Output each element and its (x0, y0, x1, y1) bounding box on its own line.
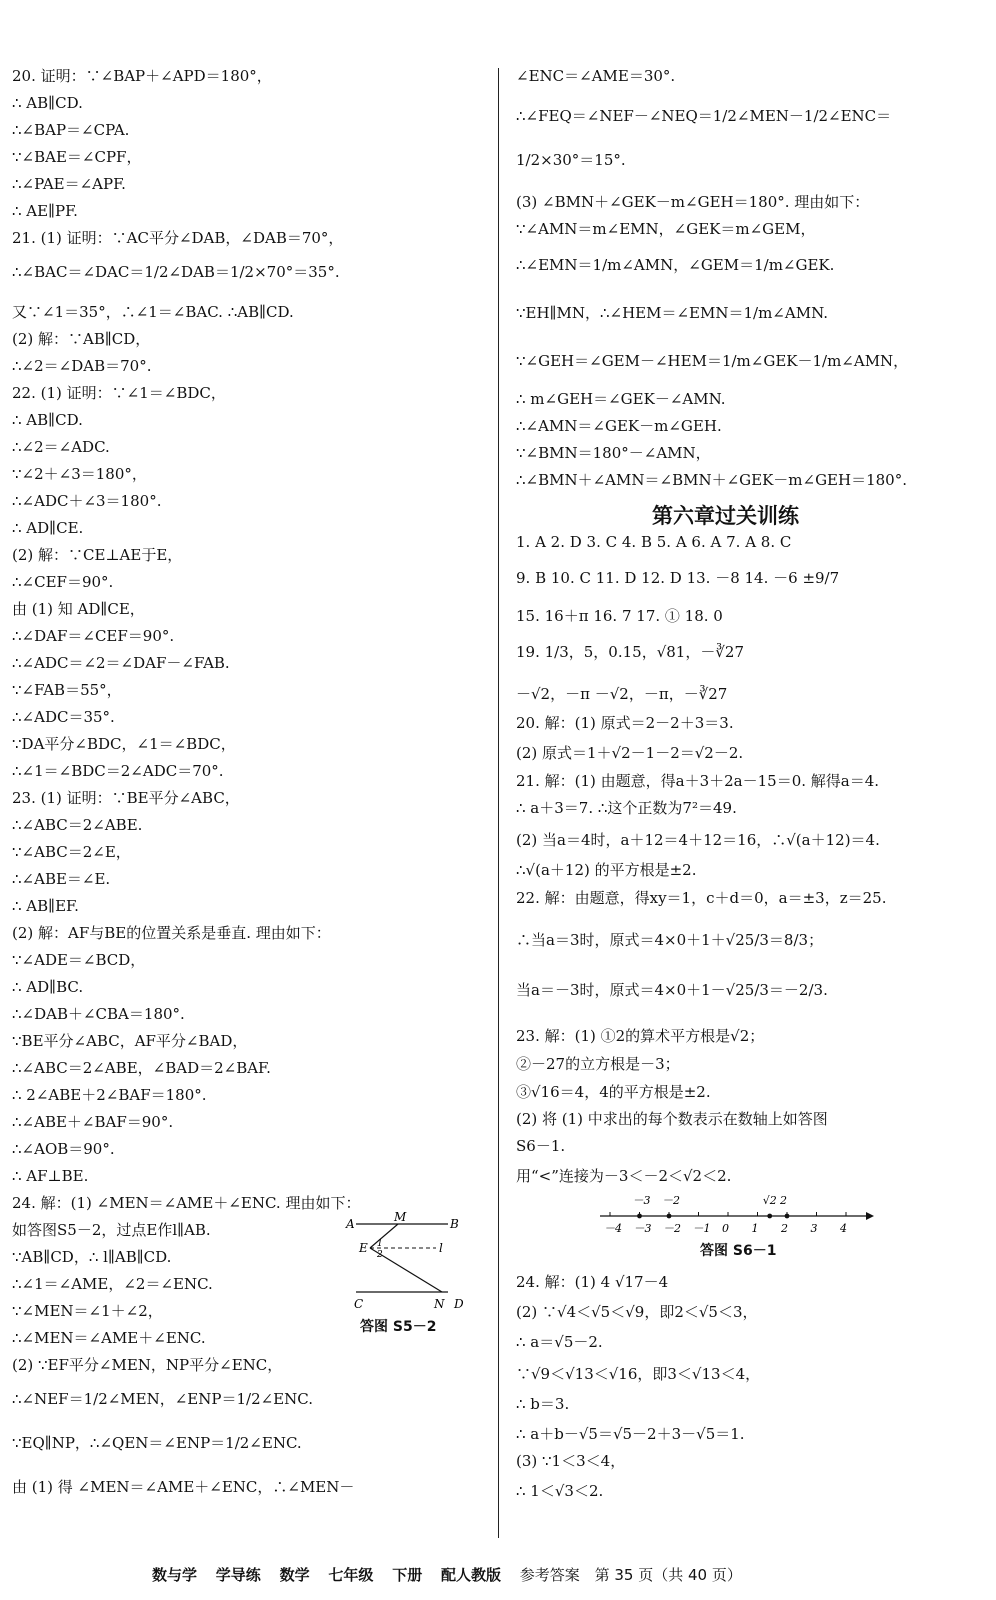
text-line: 21. 解：(1) 由题意，得a＋3＋2a－15＝0. 解得a＝4. (516, 772, 880, 790)
tick-label: －3 (633, 1222, 652, 1235)
tick-label: 0 (722, 1222, 729, 1235)
tick-label: －1 (692, 1222, 711, 1235)
text-line: ∴∠2＝∠DAB＝70°. (12, 357, 152, 375)
footer-grade: 七年级 (328, 1566, 374, 1584)
tick-label: 3 (810, 1222, 818, 1235)
point-label: －3 (632, 1194, 651, 1207)
text-line: ∴ a＝√5－2. (516, 1333, 603, 1351)
text-line: ∴ AB∥EF. (12, 897, 79, 915)
text-line: ∴∠NEF＝1/2∠MEN，∠ENP＝1/2∠ENC. (12, 1390, 313, 1408)
label-2: 2 (377, 1250, 383, 1260)
text-line: ∵∠BMN＝180°－∠AMN， (516, 444, 711, 462)
text-line: ∴当a＝3时，原式＝4×0＋1＋√25/3＝8/3； (516, 931, 824, 949)
number-point (767, 1214, 772, 1219)
text-line: ∵√9＜√13＜√16，即3＜√13＜4， (516, 1365, 761, 1383)
text-line: ∴∠ABE＋∠BAF＝90°. (12, 1113, 174, 1131)
text-line: ∴ a＋b－√5＝√5－2＋3－√5＝1. (516, 1425, 745, 1443)
text-line: ∵∠ABC＝2∠E， (12, 843, 131, 861)
text-line: (2) ∵√4＜√5＜√9，即2＜√5＜3， (516, 1303, 758, 1321)
text-line: ∴ a＋3＝7. ∴这个正数为7²＝49. (516, 799, 737, 817)
text-line: (2) 当a＝4时，a＋12＝4＋12＝16，∴√(a＋12)＝4. (516, 831, 880, 849)
tick-label: 1 (751, 1222, 759, 1235)
tick-label: 4 (840, 1222, 847, 1235)
text-line: 20. 解：(1) 原式＝2－2＋3＝3. (516, 714, 734, 732)
text-line: ∴ AB∥CD. (12, 94, 83, 112)
text-line: ∴∠PAE＝∠APF. (12, 175, 126, 193)
number-point (667, 1214, 672, 1219)
text-line: ∵DA平分∠BDC，∠1＝∠BDC， (12, 735, 236, 753)
text-line: 22. 解：由题意，得xy＝1，c＋d＝0，a＝±3，z＝25. (516, 889, 887, 907)
text-line: 1. A 2. D 3. C 4. B 5. A 6. A 7. A 8. C (516, 533, 792, 551)
text-line: ∵∠ADE＝∠BCD， (12, 951, 146, 969)
point-label: 2 (780, 1194, 787, 1207)
column-divider (498, 68, 499, 1538)
number-point (785, 1214, 790, 1219)
text-line: (2) ∵EF平分∠MEN，NP平分∠ENC， (12, 1356, 283, 1374)
tick-label: －4 (604, 1222, 622, 1235)
footer-book: 数与学 (152, 1566, 198, 1584)
text-line: ∵EH∥MN，∴∠HEM＝∠EMN＝1/m∠AMN. (516, 304, 829, 322)
text-line: ∴ 2∠ABE＋2∠BAF＝180°. (12, 1086, 207, 1104)
text-line: ∴∠DAB＋∠CBA＝180°. (12, 1005, 185, 1023)
text-line: 21. (1) 证明：∵AC平分∠DAB，∠DAB＝70°， (12, 229, 344, 247)
text-line: (3) ∵1＜3＜4， (516, 1452, 626, 1470)
footer-page-number: 第 35 页（共 40 页） (594, 1566, 742, 1584)
text-line: 9. B 10. C 11. D 12. D 13. －8 14. －6 ±9/7 (516, 569, 840, 587)
point-label: －2 (662, 1194, 680, 1207)
text-line: ∵∠BAE＝∠CPF， (12, 148, 142, 166)
label-E: E (359, 1241, 368, 1255)
text-line: 24. 解：(1) ∠MEN＝∠AME＋∠ENC. 理由如下： (12, 1194, 361, 1212)
text-line: 15. 16＋π 16. 7 17. ① 18. 0 (516, 607, 723, 625)
text-line: ∴∠1＝∠AME，∠2＝∠ENC. (12, 1275, 213, 1293)
label-l: l (439, 1241, 443, 1255)
text-line: 20. 证明：∵∠BAP＋∠APD＝180°， (12, 67, 272, 85)
chapter-heading: 第六章过关训练 (652, 504, 799, 528)
text-line: ∴∠ADC＝∠2＝∠DAF－∠FAB. (12, 654, 230, 672)
text-line: ∴∠ABC＝2∠ABE，∠BAD＝2∠BAF. (12, 1059, 271, 1077)
label-B: B (450, 1217, 459, 1231)
text-line: ∴∠AOB＝90°. (12, 1140, 115, 1158)
footer-edition: 配人教版 (440, 1566, 501, 1584)
text-line: ∵EQ∥NP，∴∠QEN＝∠ENP＝1/2∠ENC. (12, 1434, 302, 1452)
text-line: ∴∠ADC＝35°. (12, 708, 115, 726)
text-line: ②－27的立方根是－3； (516, 1055, 680, 1073)
text-line: (2) 解：∵AB∥CD， (12, 330, 151, 348)
text-line: ∵AB∥CD，∴ l∥AB∥CD. (12, 1248, 172, 1266)
text-line: ∠ENC＝∠AME＝30°. (516, 67, 676, 85)
text-line: ∴ AD∥BC. (12, 978, 84, 996)
text-line: ③√16＝4，4的平方根是±2. (516, 1083, 711, 1101)
text-line: ∵∠MEN＝∠1＋∠2， (12, 1302, 163, 1320)
text-line: (2) 将 (1) 中求出的每个数表示在数轴上如答图 (516, 1110, 828, 1128)
figure-s6-1-caption: 答图 S6－1 (700, 1243, 777, 1259)
text-line: ∴∠ABC＝2∠ABE. (12, 816, 143, 834)
text-line: 19. 1/3，5，0.15，√81，－∛27 (516, 643, 744, 661)
figure-s5-2 (342, 1212, 472, 1312)
text-line: ∴ AF⊥BE. (12, 1167, 89, 1185)
text-line: ∴∠ADC＋∠3＝180°. (12, 492, 162, 510)
text-line: 1/2×30°＝15°. (516, 151, 626, 169)
text-line: 23. (1) 证明：∵BE平分∠ABC， (12, 789, 240, 807)
text-line: ∵∠FAB＝55°， (12, 681, 122, 699)
text-line: 用“<”连接为－3＜－2＜√2＜2. (516, 1167, 732, 1185)
number-point (637, 1214, 642, 1219)
text-line: 又∵∠1＝35°，∴∠1＝∠BAC. ∴AB∥CD. (12, 303, 294, 321)
text-line: 当a＝－3时，原式＝4×0＋1－√25/3＝－2/3. (516, 981, 828, 999)
text-line: 23. 解：(1) ①2的算术平方根是√2； (516, 1027, 765, 1045)
text-line: 24. 解：(1) 4 √17－4 (516, 1273, 669, 1291)
label-D: D (454, 1297, 464, 1311)
text-line: ∴ b＝3. (516, 1395, 570, 1413)
text-line: －√2，－π －√2，－π，－∛27 (516, 685, 728, 703)
text-line: ∴ AE∥PF. (12, 202, 78, 220)
text-line: 如答图S5－2，过点E作l∥AB. (12, 1221, 211, 1239)
text-line: S6－1. (516, 1137, 566, 1155)
label-C: C (354, 1297, 364, 1311)
figure-s5-2-caption: 答图 S5－2 (360, 1319, 437, 1335)
text-line: 由 (1) 得 ∠MEN＝∠AME＋∠ENC，∴∠MEN－ (12, 1478, 355, 1496)
text-line: ∴∠MEN＝∠AME＋∠ENC. (12, 1329, 206, 1347)
text-line: ∴∠BMN＋∠AMN＝∠BMN＋∠GEK－m∠GEH＝180°. (516, 471, 907, 489)
text-line: ∴∠1＝∠BDC＝2∠ADC＝70°. (12, 762, 224, 780)
label-1: 1 (377, 1239, 383, 1249)
text-line: ∴∠DAF＝∠CEF＝90°. (12, 627, 175, 645)
footer-volume: 下册 (392, 1566, 423, 1584)
text-line: ∴ 1＜√3＜2. (516, 1482, 604, 1500)
text-line: ∴∠AMN＝∠GEK－m∠GEH. (516, 417, 722, 435)
text-line: (2) 原式＝1＋√2－1－2＝√2－2. (516, 744, 744, 762)
text-line: ∴∠CEF＝90°. (12, 573, 114, 591)
tick-label: 2 (781, 1222, 788, 1235)
text-line: ∴ AD∥CE. (12, 519, 84, 537)
label-A: A (346, 1217, 355, 1231)
text-line: (3) ∠BMN＋∠GEK－m∠GEH＝180°. 理由如下： (516, 193, 870, 211)
text-line: ∴∠BAP＝∠CPA. (12, 121, 130, 139)
footer-series: 学导练 (215, 1566, 261, 1584)
text-line: (2) 解：AF与BE的位置关系是垂直. 理由如下： (12, 924, 331, 942)
text-line: ∵∠2＋∠3＝180°， (12, 465, 147, 483)
text-line: ∵∠GEH＝∠GEM－∠HEM＝1/m∠GEK－1/m∠AMN， (516, 352, 909, 370)
text-line: ∴∠EMN＝1/m∠AMN，∠GEM＝1/m∠GEK. (516, 256, 835, 274)
label-M: M (394, 1212, 407, 1224)
text-line: ∴ m∠GEH＝∠GEK－∠AMN. (516, 390, 726, 408)
figure-s6-1 (596, 1190, 876, 1236)
text-line: 由 (1) 知 AD∥CE， (12, 600, 145, 618)
text-line: ∴∠FEQ＝∠NEF－∠NEQ＝1/2∠MEN－1/2∠ENC＝ (516, 107, 892, 125)
text-line: ∴∠BAC＝∠DAC＝1/2∠DAB＝1/2×70°＝35°. (12, 263, 340, 281)
page-footer (152, 1564, 742, 1585)
text-line: ∴∠ABE＝∠E. (12, 870, 111, 888)
label-N: N (434, 1297, 445, 1311)
text-line: ∴√(a＋12) 的平方根是±2. (516, 861, 697, 879)
text-line: (2) 解：∵CE⊥AE于E， (12, 546, 183, 564)
footer-subject: 数学 (279, 1566, 310, 1584)
text-line: ∴∠2＝∠ADC. (12, 438, 110, 456)
point-label: √2 (762, 1194, 777, 1207)
text-line: ∵∠AMN＝m∠EMN，∠GEK＝m∠GEM， (516, 220, 816, 238)
text-line: 22. (1) 证明：∵∠1＝∠BDC， (12, 384, 226, 402)
footer-section: 参考答案 (519, 1566, 580, 1584)
text-line: ∵BE平分∠ABC，AF平分∠BAD， (12, 1032, 248, 1050)
text-line: ∴ AB∥CD. (12, 411, 83, 429)
tick-label: －2 (663, 1222, 681, 1235)
